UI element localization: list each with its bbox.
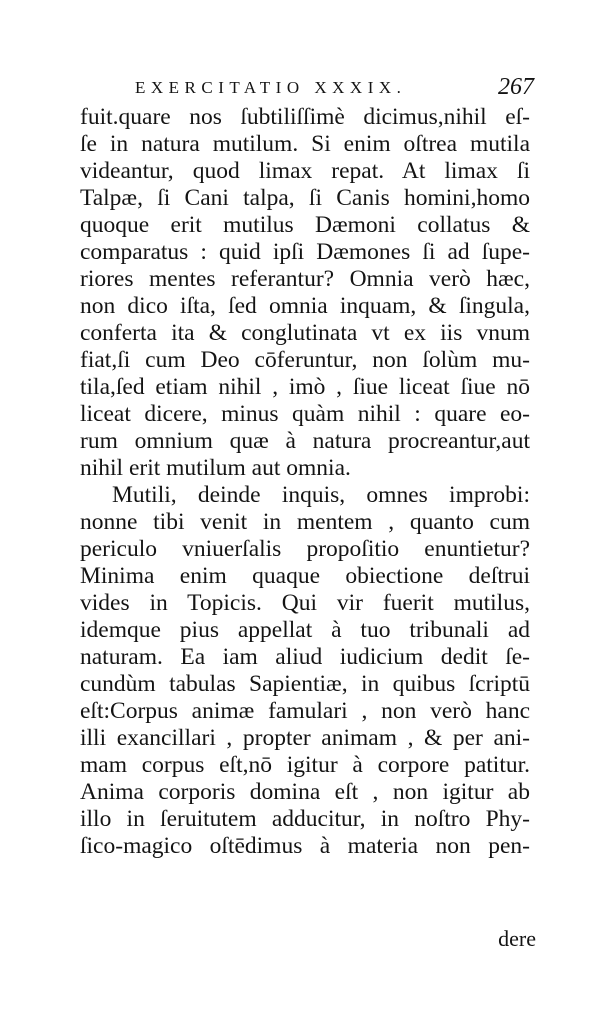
text-line: nonne tibi venit in mentem , quanto cum — [80, 509, 530, 535]
text-block — [80, 104, 530, 860]
text-line: Mutili, deinde inquis, omnes improbi: — [112, 482, 530, 508]
text-line: quoque erit mutilus Dæmoni collatus & — [80, 212, 530, 238]
text-line: conferta ita & conglutinata vt ex iis vnum — [80, 320, 530, 346]
text-line: tila,ſed etiam nihil , imò , ſiue liceat ſiue nō — [80, 374, 530, 400]
text-line: rum omnium quæ à natura procreantur,aut — [80, 428, 530, 454]
text-line: periculo vniuerſalis propoſitio enuntietur? — [80, 536, 530, 562]
text-line: illi exancillari , propter animam , & per ani- — [80, 725, 530, 751]
text-line: fuit.quare nos ſubtiliſſimè dicimus,nihil eſ- — [80, 104, 530, 130]
text-line: ſico-magico oſtēdimus à materia non pen- — [80, 833, 530, 859]
text-line: fiat,ſi cum Deo cōferuntur, non ſolùm mu- — [80, 347, 530, 373]
paragraph-2 — [80, 482, 530, 860]
text-line: Talpæ, ſi Cani talpa, ſi Canis homini,homo — [80, 185, 530, 211]
text-line: nihil erit mutilum aut omnia. — [80, 455, 351, 481]
page-number: 267 — [498, 74, 534, 100]
paragraph-1 — [80, 104, 530, 482]
text-line: mam corpus eſt,nō igitur à corpore patitur. — [80, 752, 530, 778]
text-line: idemque pius appellat à tuo tribunali ad — [80, 617, 530, 643]
text-line: riores mentes referantur? Omnia verò hæc, — [80, 266, 530, 292]
text-line: cundùm tabulas Sapientiæ, in quibus ſcriptū — [80, 671, 530, 697]
text-line: Anima corporis domina eſt , non igitur ab — [80, 779, 530, 805]
text-line: comparatus : quid ipſi Dæmones ſi ad ſupe- — [80, 239, 530, 265]
text-line: Minima enim quaque obiectione deſtrui — [80, 563, 530, 589]
text-line: liceat dicere, minus quàm nihil : quare eo- — [80, 401, 530, 427]
running-title: EXERCITATIO XXXIX. — [135, 78, 407, 97]
text-line: non dico iſta, ſed omnia inquam, & ſingula, — [80, 293, 530, 319]
catchword: dere — [498, 926, 536, 951]
text-line: naturam. Ea iam aliud iudicium dedit ſe- — [80, 644, 530, 670]
text-line: eſt:Corpus animæ famulari , non verò hanc — [80, 698, 530, 724]
running-head — [80, 74, 536, 104]
text-line: vides in Topicis. Qui vir fuerit mutilus, — [80, 590, 530, 616]
text-line: videantur, quod limax repat. At limax ſi — [80, 158, 530, 184]
text-line: ſe in natura mutilum. Si enim oſtrea mutila — [80, 131, 530, 157]
text-line: illo in ſeruitutem adducitur, in noſtro Phy- — [80, 806, 530, 832]
